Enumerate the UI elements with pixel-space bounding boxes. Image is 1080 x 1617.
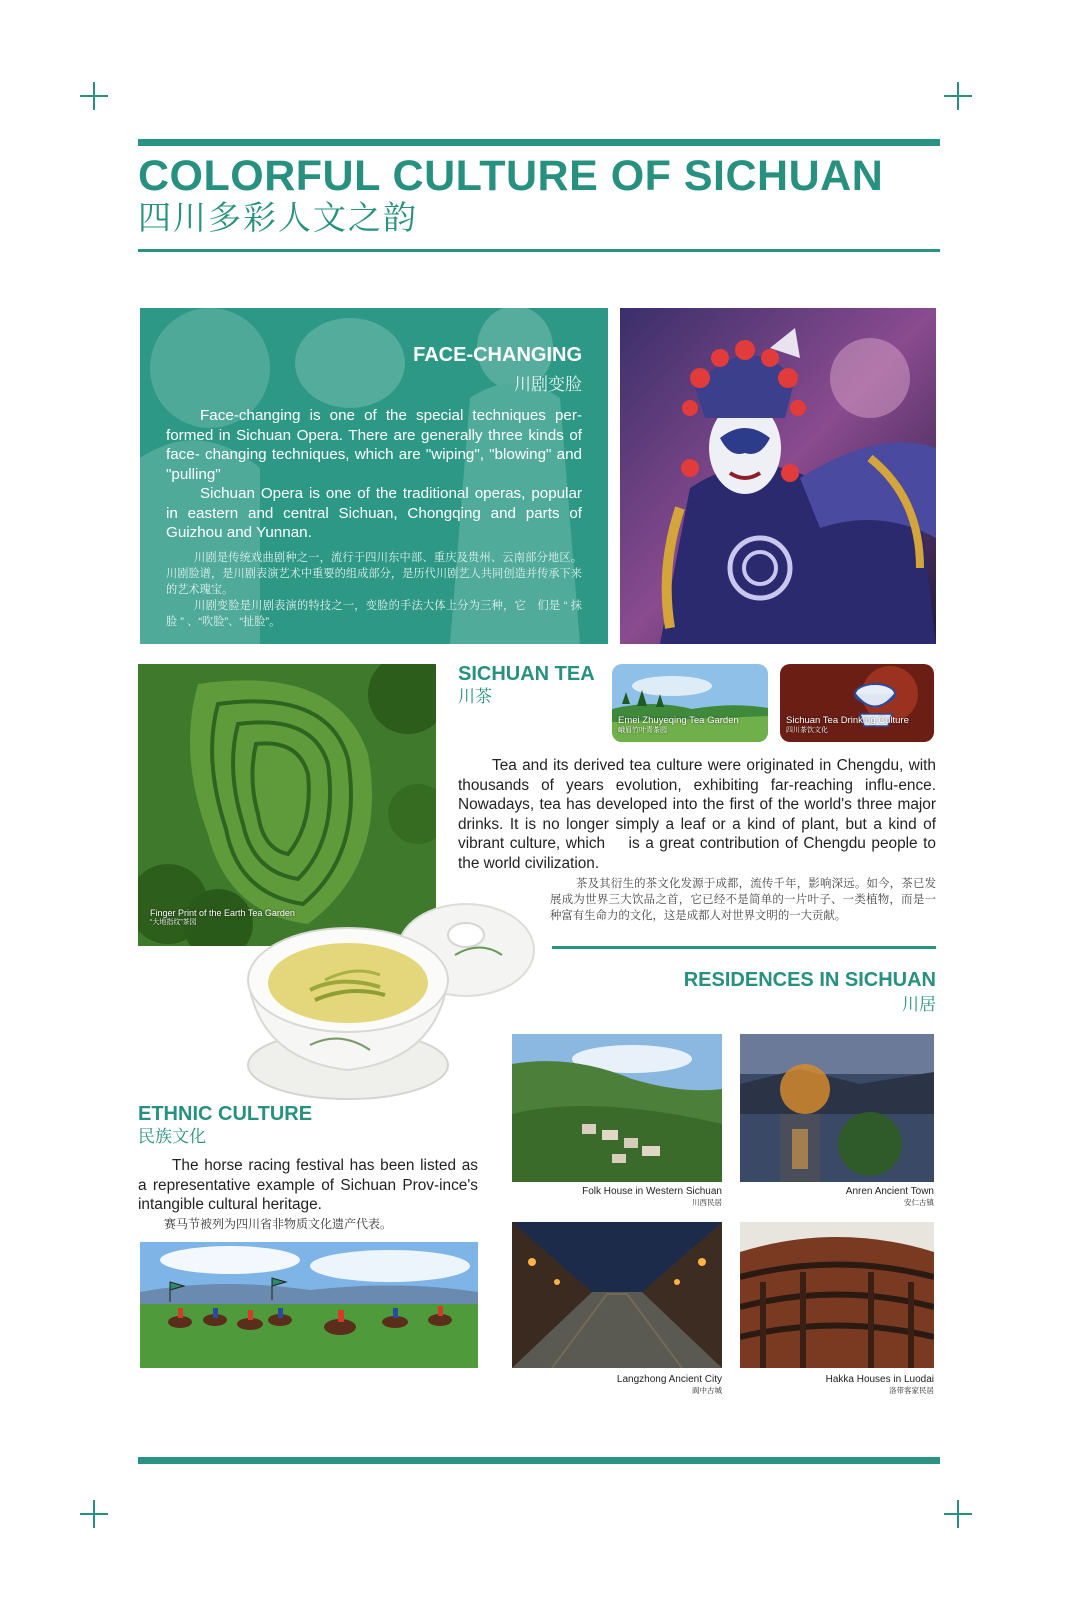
residences-divider [552, 946, 936, 949]
langzhong-ancient-city-caption-zh: 阆中古城 [692, 1386, 722, 1395]
folk-house-caption-en: Folk House in Western Sichuan [582, 1186, 722, 1197]
face-changing-paragraph-2: Sichuan Opera is one of the traditional operas, popular in eastern and central Sichuan, Chongqing and parts of Guizhou and Yunnan. [166, 485, 582, 541]
ethnic-culture-body-zh: 赛马节被列为四川省非物质文化遗产代表。 [164, 1217, 393, 1231]
sichuan-tea-title-chinese: 川茶 [458, 687, 492, 706]
crop-mark-bottom-left [80, 1500, 108, 1528]
residences-title: RESIDENCES IN SICHUAN [683, 969, 936, 991]
footer-rule [138, 1457, 940, 1464]
face-changing-paragraph-zh-1: 川剧是传统戏曲剧种之一，流行于四川东中部、重庆及贵州、云南部分地区。川剧脸谱，是川剧表演艺术中重要的组成部分，是历代川剧艺人共同创造并传承下来的艺术瑰宝。 [166, 552, 582, 596]
page-title-chinese: 四川多彩人文之韵 [138, 199, 418, 236]
anren-ancient-town-caption [724, 1186, 934, 1208]
tea-cup-photo [240, 895, 542, 1105]
emei-tea-garden-caption-zh: 峨眉竹叶青茶园 [618, 727, 667, 734]
sichuan-tea-paragraph: Tea and its derived tea culture were originated in Chengdu, with thousands of years evolution, exhibiting far-reaching influ-ence. Nowadays, tea has developed into the first of the world's three major drinks. It is no longer simply a leaf or a kind of plant, but a kind of vibrant culture, which is a great contribution of Chengdu people to the world civilization. [458, 757, 936, 872]
langzhong-ancient-city-caption [512, 1374, 722, 1396]
opera-performer-photo [620, 308, 936, 644]
hakka-houses-photo [740, 1222, 934, 1368]
tea-garden-caption-zh: “大地指纹”茶园 [150, 919, 197, 926]
anren-ancient-town-photo [740, 1034, 934, 1182]
sichuan-tea-paragraph-zh: 茶及其衍生的茶文化发源于成都，流传千年，影响深远。如今，茶已发展成为世界三大饮品之首，它已经不是简单的一片叶子、一类植物，而是一种富有生命力的文化，这是成都人对世界文明的一大贡献。 [550, 878, 936, 922]
tea-drinking-culture-caption-en: Sichuan Tea Drinking Culture [786, 715, 909, 726]
hakka-houses-caption-en: Hakka Houses in Luodai [825, 1374, 934, 1385]
residences-title-chinese: 川居 [902, 995, 936, 1014]
anren-ancient-town-caption-zh: 安仁古镇 [904, 1198, 934, 1207]
face-changing-paragraph-zh-2: 川剧变脸是川剧表演的特技之一，变脸的手法大体上分为三种，它 们是 “ 抹 脸 ” 、“吹脸”、“扯脸”。 [166, 600, 582, 628]
ethnic-culture-body-en [138, 1156, 478, 1215]
tea-drinking-culture-caption [786, 716, 909, 736]
emei-tea-garden-caption [618, 716, 739, 736]
ethnic-culture-title-chinese: 民族文化 [138, 1127, 206, 1146]
emei-tea-garden-photo [612, 664, 768, 742]
anren-ancient-town-caption-en: Anren Ancient Town [845, 1186, 934, 1197]
face-changing-title: FACE-CHANGING [413, 344, 582, 366]
tea-drinking-culture-photo [780, 664, 934, 742]
ethnic-culture-title: ETHNIC CULTURE [138, 1103, 313, 1125]
tea-drinking-culture-caption-zh: 四川茶饮文化 [786, 727, 828, 734]
header-rule-bottom [138, 249, 940, 252]
crop-mark-bottom-right [944, 1500, 972, 1528]
face-changing-title-chinese: 川剧变脸 [514, 375, 582, 394]
crop-mark-top-right [944, 82, 972, 110]
page-title: COLORFUL CULTURE OF SICHUAN [138, 152, 884, 200]
tea-garden-caption-en: Finger Print of the Earth Tea Garden [150, 908, 295, 918]
langzhong-ancient-city-photo [512, 1222, 722, 1368]
face-changing-paragraph-1: Face-changing is one of the special techniques per-formed in Sichuan Opera. There are generally three kinds of face- changing techniques, which are "wiping", "blowing" and "pulling" [166, 407, 582, 483]
folk-house-caption [512, 1186, 722, 1208]
hakka-houses-caption-zh: 洛带客家民居 [889, 1386, 934, 1395]
emei-tea-garden-caption-en: Emei Zhuyeqing Tea Garden [618, 715, 739, 726]
face-changing-body-en [166, 406, 582, 543]
header-rule-top [138, 139, 940, 146]
folk-house-caption-zh: 川西民居 [692, 1198, 722, 1207]
ethnic-culture-paragraph: The horse racing festival has been listed as a representative example of Sichuan Prov-ince's intangible cultural heritage. [138, 1157, 478, 1213]
horse-racing-photo [140, 1242, 478, 1368]
crop-mark-top-left [80, 82, 108, 110]
langzhong-ancient-city-caption-en: Langzhong Ancient City [616, 1374, 722, 1385]
sichuan-tea-body-zh [550, 876, 936, 924]
sichuan-tea-title: SICHUAN TEA [458, 663, 595, 685]
hakka-houses-caption [724, 1374, 934, 1396]
face-changing-panel [140, 308, 608, 644]
sichuan-tea-body-en [458, 756, 936, 873]
face-changing-body-zh [166, 550, 582, 630]
folk-house-photo [512, 1034, 722, 1182]
